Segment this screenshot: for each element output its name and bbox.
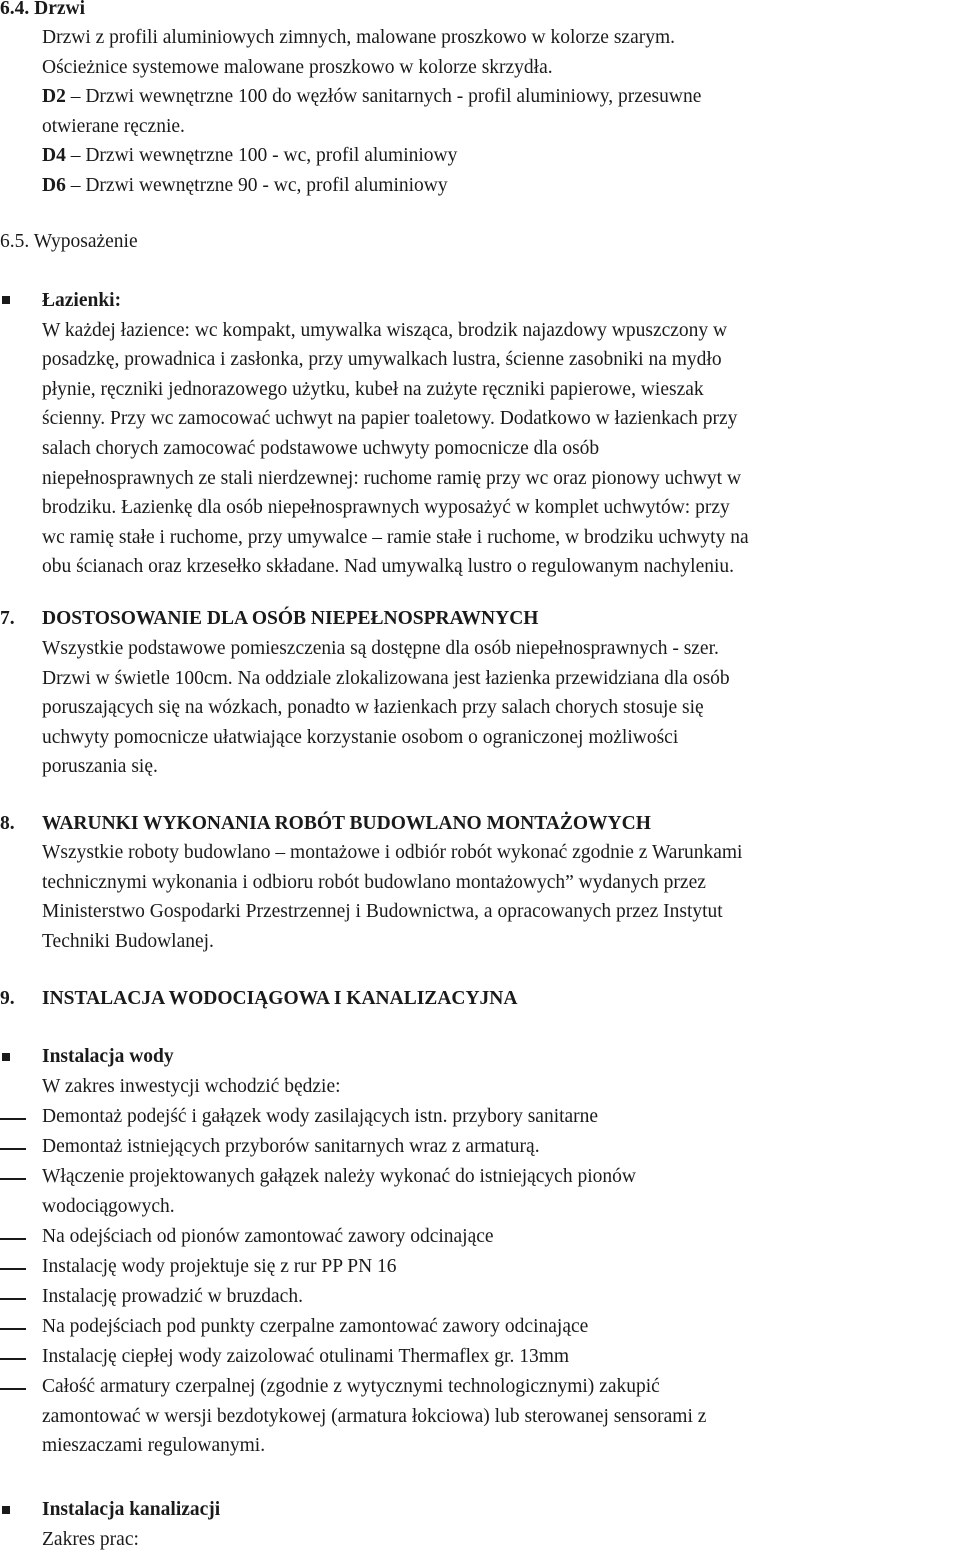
door-desc: – Drzwi wewnętrzne 90 - wc, profil aluminiowy [65,174,448,196]
list-item [42,1342,957,1372]
paragraph-line: ścienny. Przy wc zamocować uchwyt na papier toaletowy. Dodatkowo w łazienkach przy [42,408,738,430]
heading-6-5: 6.5. Wyposażenie [0,231,138,252]
section-number: 7. [0,608,15,629]
paragraph-line: Wszystkie roboty budowlano – montażowe i odbiór robót wykonać zgodnie z Warunkami [42,842,743,863]
paragraph-line: niepełnosprawnych ze stali nierdzewnej: ruchome ramię przy wc oraz pionowy uchwyt w [42,467,742,489]
list-item [42,1252,957,1282]
square-bullet-icon [2,296,10,304]
paragraph-line: brodziku. Łazienkę dla osób niepełnosprawnych wyposażyć w komplet uchwytów: przy [42,497,730,519]
square-bullet-icon [2,1053,10,1061]
list-item-text: Demontaż podejść i gałązek wody zasilających istn. przybory sanitarne [42,1106,599,1127]
subsection-title: Instalacja kanalizacji [42,1499,221,1520]
section-6-5-body [42,286,957,582]
list-item [42,1312,957,1342]
list-item-text: wodociągowych. [42,1195,175,1217]
paragraph-line: technicznymi wykonania i odbioru robót budowlano montażowych” wydanych przez [42,871,706,893]
paragraph-line: poruszania się. [42,756,158,778]
list-item [42,1222,957,1252]
door-desc: – Drzwi wewnętrzne 100 do węzłów sanitarnych - profil aluminiowy, przesuwne [65,86,702,108]
door-code: D2 [42,86,66,108]
list-item-text: Na odejściach od pionów zamontować zawory odcinające [42,1226,494,1247]
list-item [42,1372,957,1461]
section-title: DOSTOSOWANIE DLA OSÓB NIEPEŁNOSPRAWNYCH [42,608,539,629]
subsection-title: Łazienki: [42,290,122,311]
dash-bullet-icon [0,1268,26,1270]
list-item-text: Instalację ciepłej wody zaizolować otulinami Thermaflex gr. 13mm [42,1346,570,1367]
paragraph-line: Wszystkie podstawowe pomieszczenia są dostępne dla osób niepełnosprawnych - szer. [42,638,719,659]
door-desc: – Drzwi wewnętrzne 100 - wc, profil aluminiowy [65,145,458,167]
door-code: D4 [42,145,66,167]
paragraph-line: salach chorych zamocować podstawowe uchwyty pomocnicze dla osób [42,437,600,459]
section-6-4-body [42,23,957,201]
list-item-text: Instalację wody projektuje się z rur PP PN 16 [42,1256,397,1277]
paragraph-line: Drzwi z profili aluminiowych zimnych, malowane proszkowo w kolorze szarym. [42,27,676,48]
list-item [42,1162,957,1221]
dash-bullet-icon [0,1298,26,1300]
paragraph-line: posadzkę, prowadnica i zasłonka, przy umywalkach lustra, ścienne zasobniki na mydło [42,349,722,371]
paragraph-line: Ościeżnice systemowe malowane proszkowo w kolorze skrzydła. [42,56,553,78]
list-item-text: Na podejściach pod punkty czerpalne zamontować zawory odcinające [42,1316,589,1337]
list-item-text: mieszaczami regulowanymi. [42,1435,266,1457]
dash-bullet-icon [0,1118,26,1120]
list-item [42,1282,957,1312]
dash-bullet-icon [0,1238,26,1240]
door-d6-line [42,171,957,201]
dash-bullet-icon [0,1148,26,1150]
door-code: D6 [42,174,66,196]
section-title: WARUNKI WYKONANIA ROBÓT BUDOWLANO MONTAŻOWYCH [42,813,651,834]
paragraph-line: Drzwi w świetle 100cm. Na oddziale zlokalizowana jest łazienka przewidziana dla osób [42,667,730,689]
list-item-text: Całość armatury czerpalnej (zgodnie z wytycznymi technologicznymi) zakupić [42,1376,660,1397]
dash-bullet-icon [0,1178,26,1180]
section-title: INSTALACJA WODOCIĄGOWA I KANALIZACYJNA [42,988,518,1009]
section-8-body [42,838,957,956]
subsection-title: Instalacja wody [42,1046,174,1067]
section-number: 8. [0,813,15,834]
list-item [42,1102,957,1132]
paragraph-line: Ministerstwo Gospodarki Przestrzennej i Budownictwa, a opracowanych przez Instytut [42,901,723,923]
door-d2-line [42,82,957,112]
list-item-text: Instalację prowadzić w bruzdach. [42,1286,303,1307]
dash-bullet-icon [0,1358,26,1360]
list-item [42,1132,957,1162]
paragraph-line: W zakres inwestycji wchodzić będzie: [42,1075,341,1097]
paragraph-line: uchwyty pomocnicze ułatwiające korzystanie osobom o ograniczonej możliwości [42,726,679,748]
list-item-text: Demontaż istniejących przyborów sanitarnych wraz z armaturą. [42,1136,540,1157]
paragraph-line: Zakres prac: [42,1528,139,1550]
square-bullet-icon [2,1506,10,1514]
paragraph-line: wc ramię stałe i ruchome, przy umywalce – ramie stałe i ruchome, w brodziku uchwyty na [42,526,749,548]
water-subsection [42,1042,957,1101]
paragraph-line: poruszających się na wózkach, ponadto w łazienkach przy salach chorych stosuje się [42,697,704,719]
paragraph-line: Techniki Budowlanej. [42,930,214,952]
door-d4-line [42,141,957,171]
paragraph-line: W każdej łazience: wc kompakt, umywalka wisząca, brodzik najazdowy wpuszczony w [42,319,728,341]
paragraph-line: otwierane ręcznie. [42,115,185,137]
paragraph-line: płynie, ręczniki jednorazowego użytku, kubeł na zużyte ręczniki papierowe, wieszak [42,378,704,400]
dash-bullet-icon [0,1388,26,1390]
list-item-text: zamontować w wersji bezdotykowej (armatura łokciowa) lub sterowanej sensorami z [42,1405,707,1427]
paragraph-line: obu ścianach oraz krzesełko składane. Nad umywalką lustro o regulowanym nachyleniu. [42,556,735,578]
dash-bullet-icon [0,1328,26,1330]
sewage-subsection [42,1495,957,1554]
list-item-text: Włączenie projektowanych gałązek należy wykonać do istniejących pionów [42,1166,636,1187]
section-number: 9. [0,988,15,1009]
section-7-body [42,634,957,782]
heading-6-4: 6.4. Drzwi [0,0,86,19]
